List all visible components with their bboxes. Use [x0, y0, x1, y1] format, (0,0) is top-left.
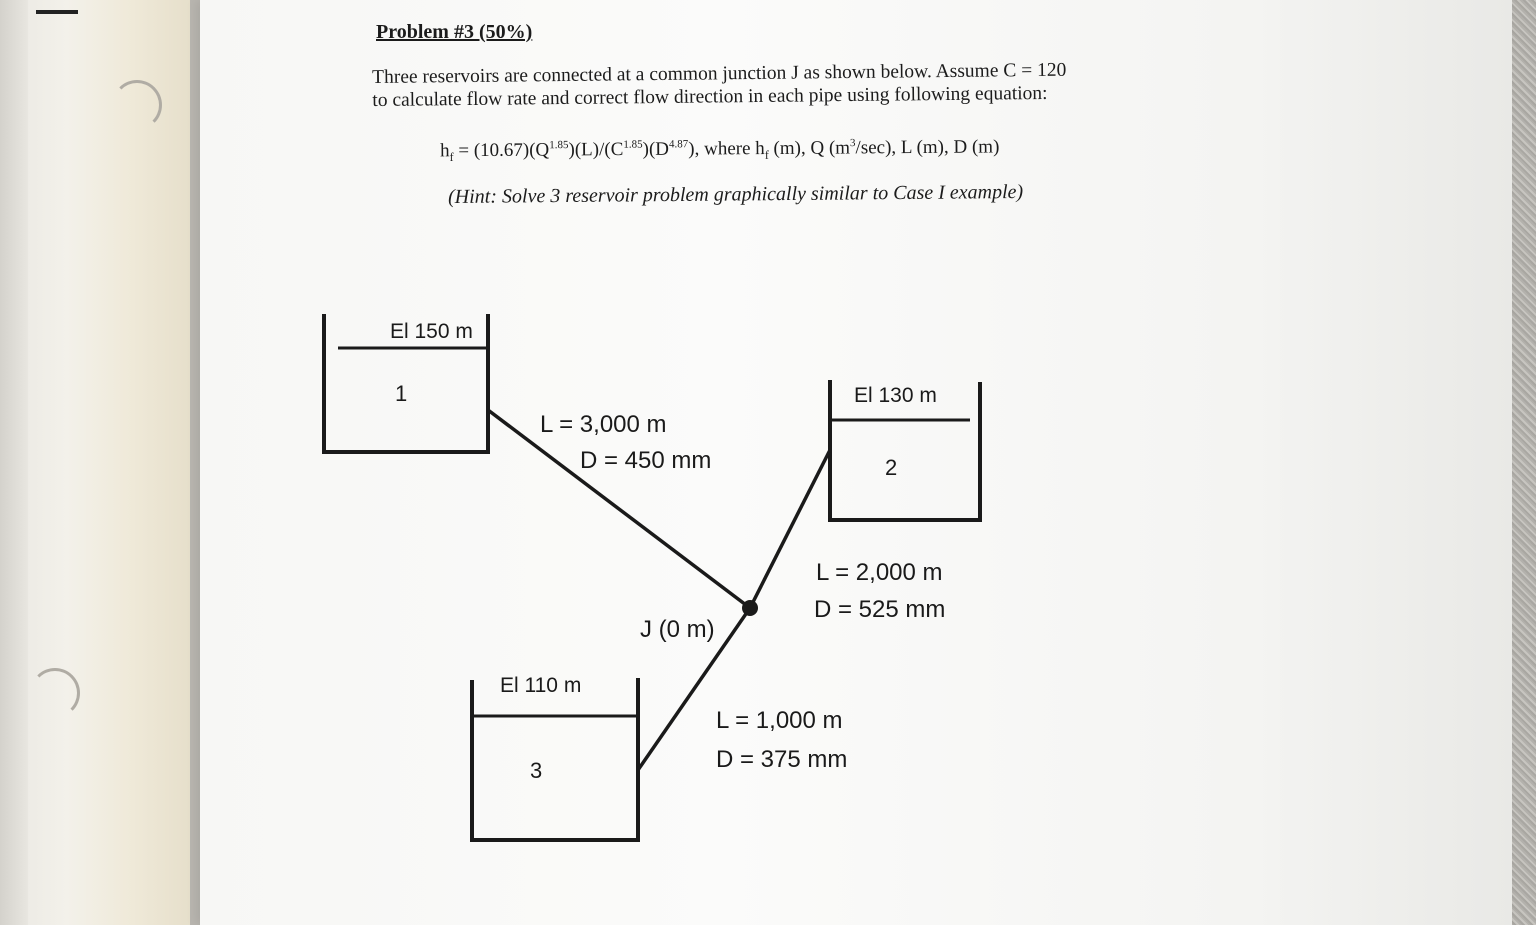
reservoir-1: [324, 314, 488, 452]
hint-text: (Hint: Solve 3 reservoir problem graphically similar to Case I example): [448, 180, 1024, 208]
reservoir-3-number: 3: [530, 758, 543, 783]
reservoir-1-number: 1: [395, 381, 408, 406]
reservoir-1-elevation: El 150 m: [390, 320, 473, 343]
head-loss-equation: $h_f = (10.67)(Q^{1.85})(L)/(C^{1.85})(D^{4.87})$, where $h_f$ (m), Q $(m^3/\sec)$, L (m), D (m): [440, 136, 1000, 165]
problem-statement-line-2: to calculate flow rate and correct flow direction in each pipe using following equation:: [372, 82, 1048, 111]
pipe-3-length: L = 1,000 m: [716, 707, 843, 734]
junction-label: J (0 m): [640, 616, 715, 643]
pipe-1-length: L = 3,000 m: [540, 411, 667, 438]
pipe-2-diameter: D = 525 mm: [814, 596, 946, 623]
pipe-1-diameter: D = 450 mm: [580, 447, 712, 474]
pipe-3-diameter: D = 375 mm: [716, 746, 848, 773]
reservoir-3-elevation: El 110 m: [500, 674, 582, 697]
reservoir-3: [472, 674, 638, 840]
reservoir-2-number: 2: [885, 455, 898, 480]
pipe-2-length: L = 2,000 m: [816, 559, 943, 586]
reservoir-2-elevation: El 130 m: [854, 384, 937, 407]
problem-title: Problem #3 (50%): [376, 21, 533, 43]
pipe-1: [488, 410, 750, 608]
junction-node: [742, 600, 758, 616]
problem-statement-line-1: Three reservoirs are connected at a common junction J as shown below. Assume C = 120: [372, 59, 1067, 88]
reservoir-2: [830, 380, 980, 520]
